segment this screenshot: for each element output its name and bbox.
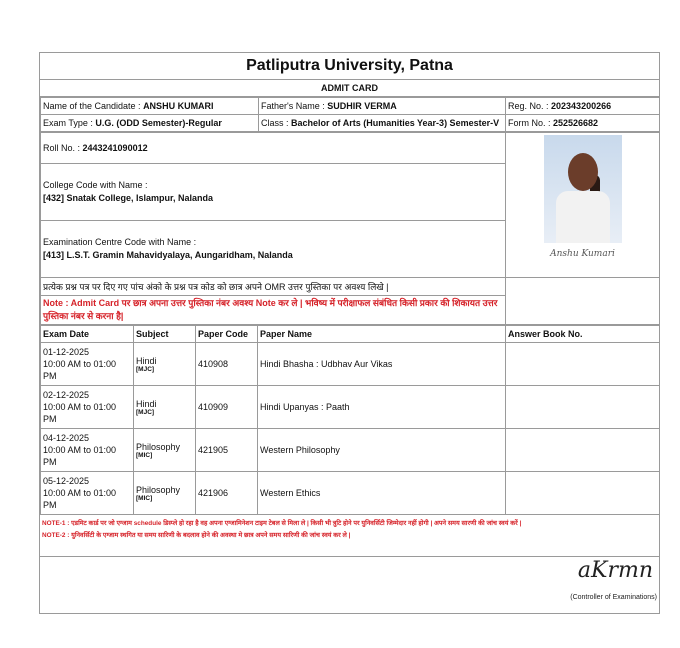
subject: Hindi [MJC] xyxy=(134,386,196,429)
header-answer-book: Answer Book No. xyxy=(506,326,660,343)
photo-cell xyxy=(506,133,660,278)
subject: Hindi [MJC] xyxy=(134,343,196,386)
university-title: Patliputra University, Patna xyxy=(40,53,659,80)
paper-name: Western Ethics xyxy=(258,472,506,515)
controller-signature: aKrmn xyxy=(577,558,653,583)
exam-date: 04-12-2025 10:00 AM to 01:00 PM xyxy=(41,429,134,472)
college-info: College Code with Name : [432] Snatak College, Islampur, Nalanda xyxy=(41,164,506,221)
paper-name: Hindi Upanyas : Paath xyxy=(258,386,506,429)
answer-book-no xyxy=(506,386,660,429)
divider xyxy=(40,556,659,557)
table-row xyxy=(41,343,660,386)
paper-code: 410909 xyxy=(196,386,258,429)
note-1: NOTE-1 : एडमिट कार्ड पर जो एग्जाम schedule डिस्प्ले हो रहा है वह अपना एग्जामिनेशन टाइम टेबल से मिला ले | किसी भी त्रुटि होने पर युनिवर्सिटी जिम्मेदार नहीं होगी | अपने समय सारणी की जांच स्वयं करें | xyxy=(42,520,522,527)
table-row xyxy=(41,429,660,472)
table-row xyxy=(41,386,660,429)
father-name: Father's Name : SUDHIR VERMA xyxy=(259,98,506,115)
roll-number: Roll No. : 2443241090012 xyxy=(41,133,506,164)
exam-date: 05-12-2025 10:00 AM to 01:00 PM xyxy=(41,472,134,515)
paper-code: 421906 xyxy=(196,472,258,515)
paper-code: 421905 xyxy=(196,429,258,472)
exam-type: Exam Type : U.G. (ODD Semester)-Regular xyxy=(41,115,259,132)
reg-number: Reg. No. : 202343200266 xyxy=(506,98,660,115)
paper-code: 410908 xyxy=(196,343,258,386)
subject: Philosophy [MIC] xyxy=(134,429,196,472)
candidate-name: Name of the Candidate : ANSHU KUMARI xyxy=(41,98,259,115)
exam-schedule-table xyxy=(40,325,660,515)
notes-section xyxy=(40,515,659,545)
instruction-omr: प्रत्येक प्रश्न पत्र पर दिए गए पांच अंको के प्रश्न पत्र कोड को छात्र अपने OMR उत्तर पुस्तिका पर अवश्य लिखे | xyxy=(41,278,506,296)
candidate-info-table xyxy=(40,97,660,132)
header-paper-code: Paper Code xyxy=(196,326,258,343)
candidate-details-table xyxy=(40,132,660,325)
admit-card xyxy=(39,52,660,614)
paper-name: Western Philosophy xyxy=(258,429,506,472)
candidate-photo xyxy=(544,135,622,243)
paper-name: Hindi Bhasha : Udbhav Aur Vikas xyxy=(258,343,506,386)
exam-date: 02-12-2025 10:00 AM to 01:00 PM xyxy=(41,386,134,429)
table-row xyxy=(41,472,660,515)
header-paper-name: Paper Name xyxy=(258,326,506,343)
admit-card-heading: ADMIT CARD xyxy=(40,80,659,97)
exam-centre-info: Examination Centre Code with Name : [413] L.S.T. Gramin Mahavidyalaya, Aungaridham, Nalanda xyxy=(41,221,506,278)
answer-book-no xyxy=(506,472,660,515)
form-number: Form No. : 252526682 xyxy=(506,115,660,132)
candidate-signature: Anshu Kumari xyxy=(550,249,615,259)
controller-label: (Controller of Examinations) xyxy=(570,594,657,601)
header-subject: Subject xyxy=(134,326,196,343)
header-exam-date: Exam Date xyxy=(41,326,134,343)
exam-date: 01-12-2025 10:00 AM to 01:00 PM xyxy=(41,343,134,386)
subject: Philosophy [MIC] xyxy=(134,472,196,515)
class-name: Class : Bachelor of Arts (Humanities Year-3) Semester-V xyxy=(259,115,506,132)
answer-book-no xyxy=(506,429,660,472)
instruction-note: Note : Admit Card पर छात्र अपना उत्तर पुस्तिका नंबर अवश्य Note कर ले | भविष्य में परीक्षाफल संबंधित किसी प्रकार की शिकायत उत्तर पुस्तिका नंबर से करना है| xyxy=(41,296,506,325)
note-2: NOTE-2 : युनिवर्सिटी के एग्जाम स्थगित या समय सारिणी के बदलाव होने की अवस्था मे छात्र अपने समय सारिणी की जांच स्वयं कर ले | xyxy=(42,532,351,539)
answer-book-no xyxy=(506,343,660,386)
